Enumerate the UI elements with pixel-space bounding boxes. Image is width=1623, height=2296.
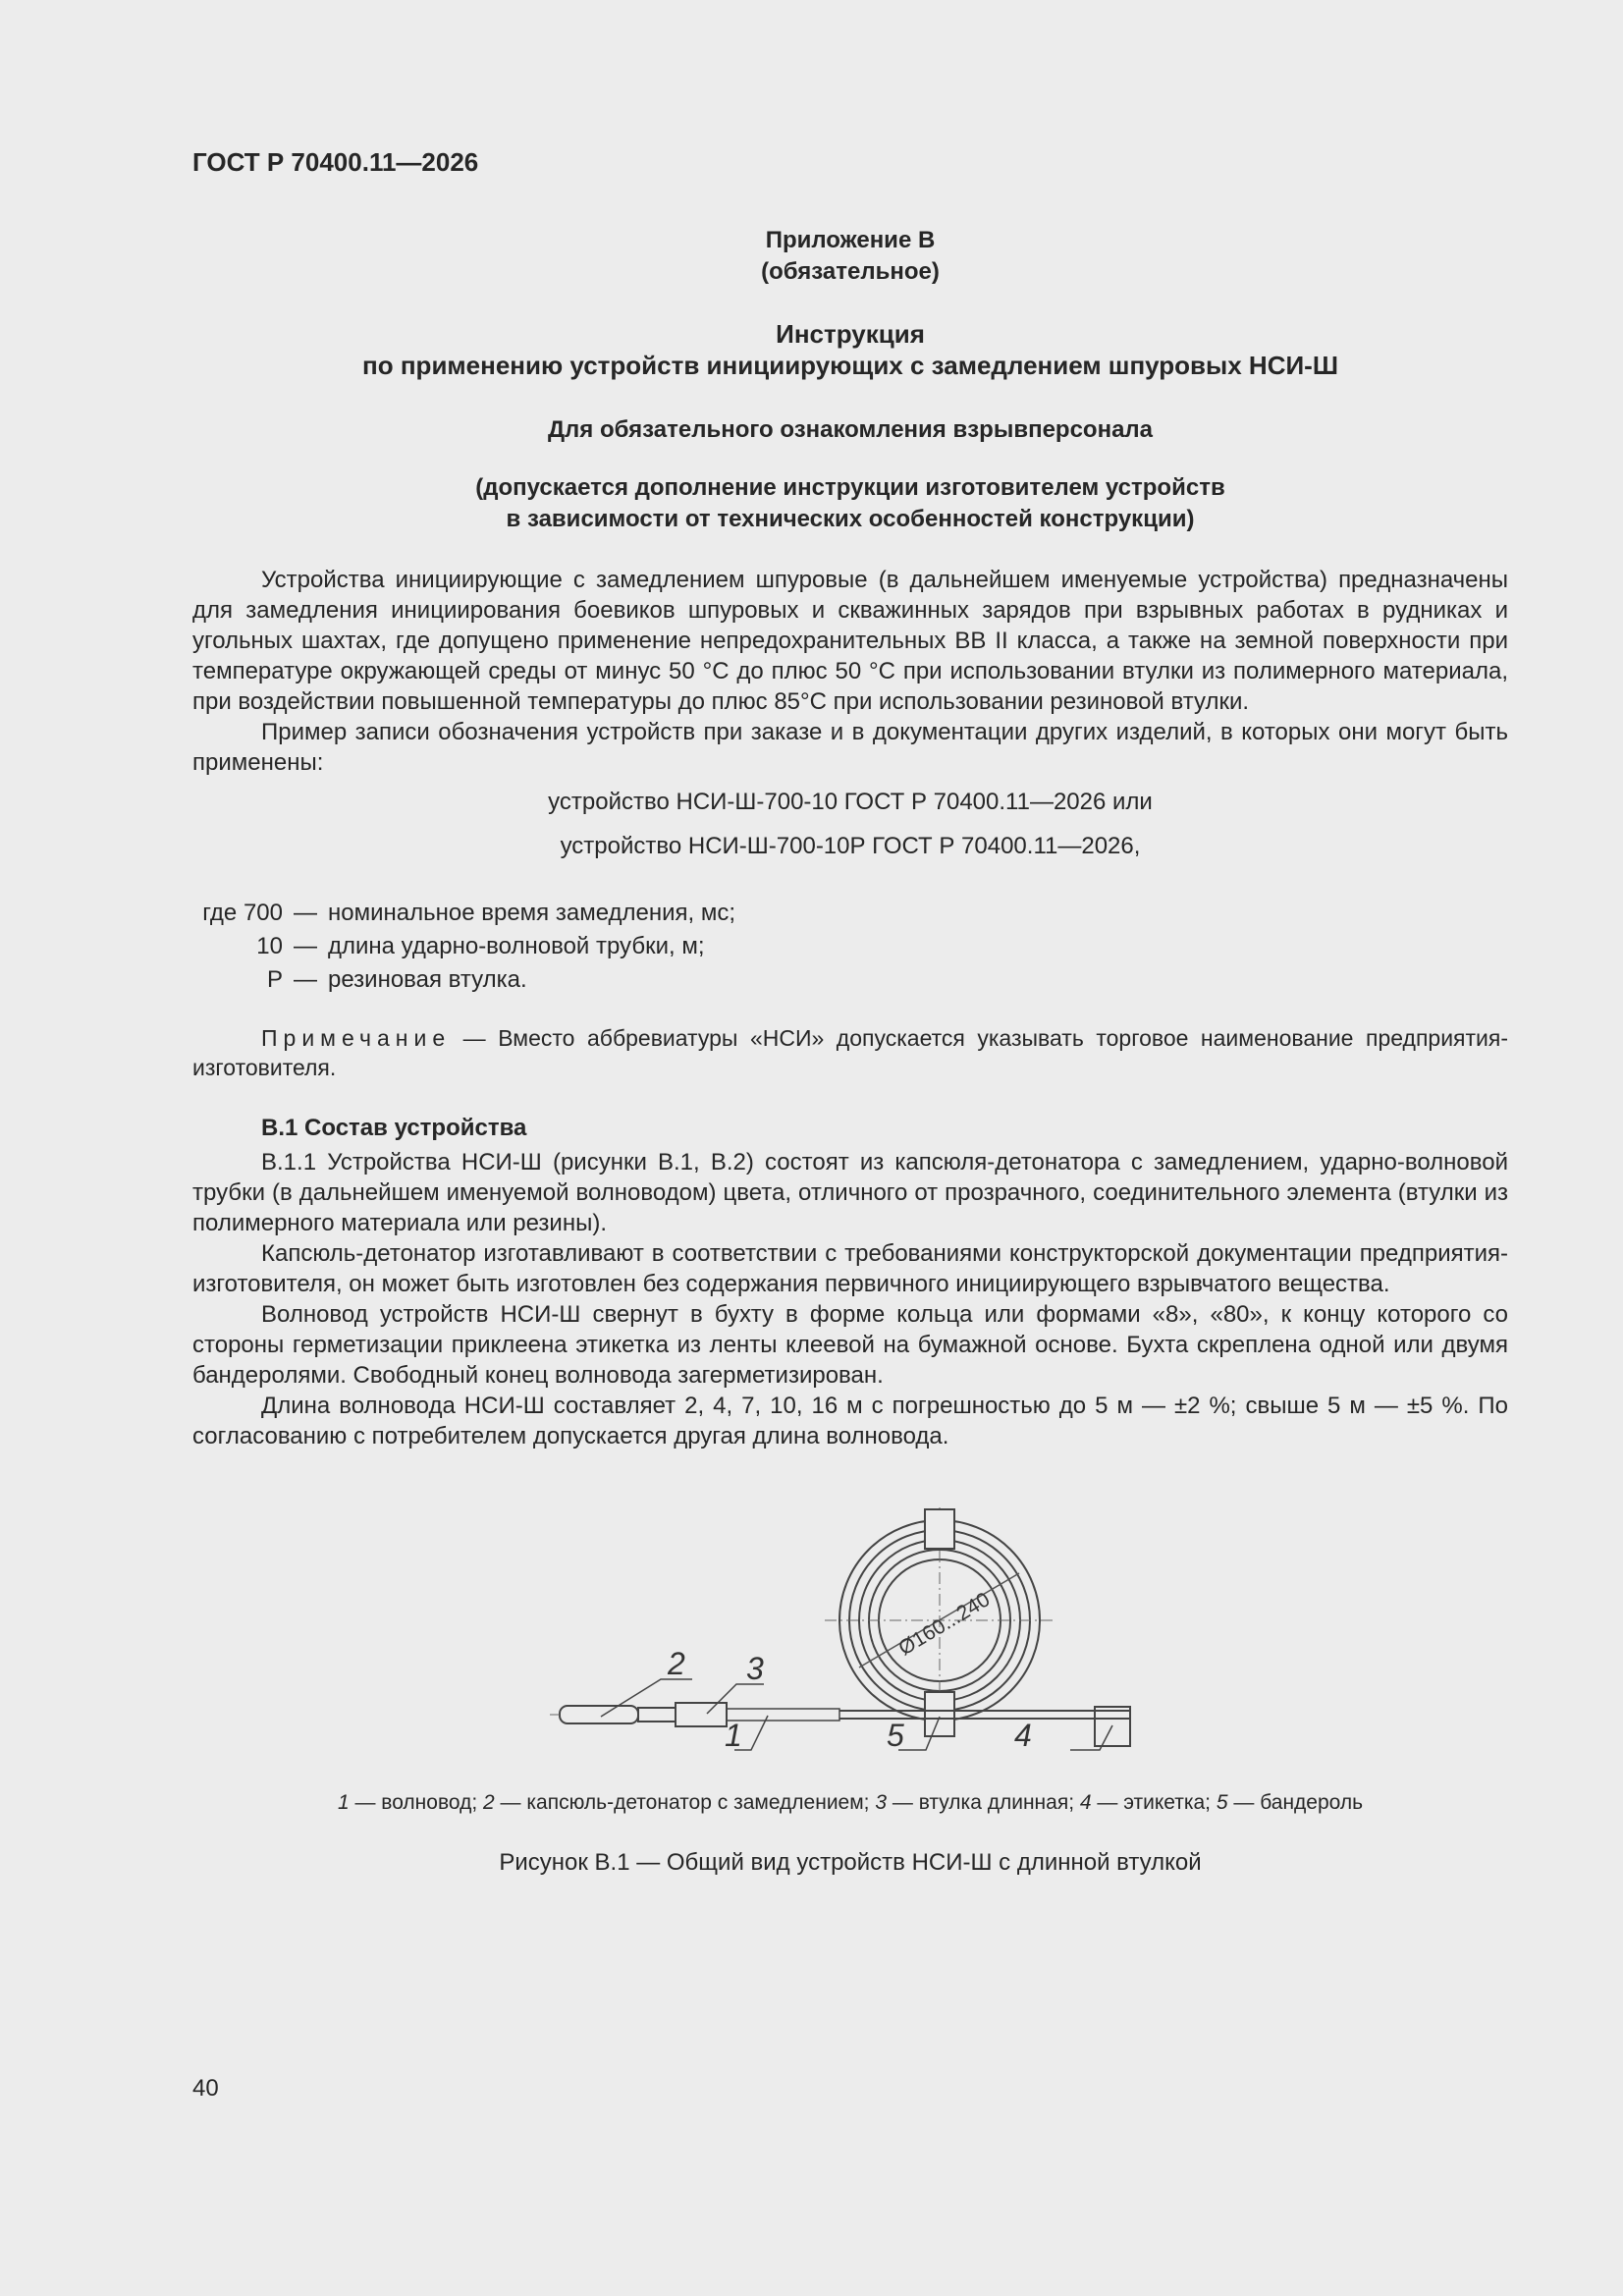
appendix-heading-line-1: Инструкция — [776, 319, 925, 349]
label-3: 3 — [746, 1651, 764, 1686]
section-title: В.1 Состав устройства — [261, 1115, 527, 1141]
legend-text: — этикетка; — [1091, 1791, 1217, 1814]
legend-num: 1 — [337, 1791, 350, 1814]
section-paragraph-1: В.1.1 Устройства НСИ-Ш (рисунки В.1, В.2) состоят из капсюля-детонатора с замедлением, ударно-волновой трубки (в дальнейшем именуемой волноводом) цвета, отличного от прозрачного, соединительного элемента (втулки из полимерного материала или резины). — [192, 1149, 1508, 1236]
where-dash: — — [294, 933, 317, 959]
crimp-zone — [638, 1708, 676, 1722]
where-text: длина ударно-волновой трубки, м; — [328, 933, 705, 959]
appendix-status: (обязательное) — [761, 258, 940, 285]
page-number: 40 — [192, 2075, 219, 2102]
where-item — [192, 963, 978, 997]
where-item — [192, 897, 978, 930]
wave-guide-start — [727, 1709, 839, 1721]
legend-num: 4 — [1079, 1791, 1092, 1814]
intro-paragraph-1: Устройства инициирующие с замедлением шпуровые (в дальнейшем именуемые устройства) предназначены для замедления инициирования боевиков шпуровых и скважинных зарядов при взрывных работах в рудниках и угольных шахтах, где допущено применение непредохранительных ВВ II класса, а также на земной поверхности при температуре окружающей среды от минус 50 °С до плюс 50 °С при использовании втулки из полимерного материала, при воздействии повышенной температуры до плюс 85°С при использовании резиновой втулки. — [192, 567, 1508, 715]
appendix-title: Приложение В — [765, 227, 936, 253]
where-text: резиновая втулка. — [328, 966, 527, 993]
where-key: где 700 — [202, 900, 283, 926]
section-paragraph-4: Длина волновода НСИ-Ш составляет 2, 4, 7, 10, 16 м с погрешностью до 5 м — ±2 %; свыше 5 м — ±5 %. По согласованию с потребителем допускается другая длина волновода. — [192, 1393, 1508, 1449]
legend-text: — капсюль-детонатор с замедлением; — [494, 1791, 876, 1814]
where-key: 10 — [256, 933, 283, 959]
label-1: 1 — [725, 1718, 742, 1753]
where-key: Р — [266, 966, 283, 993]
bandage — [925, 1692, 954, 1736]
designation-example-1: устройство НСИ-Ш-700-10 ГОСТ Р 70400.11—2026 или — [548, 789, 1153, 815]
top-band — [925, 1509, 954, 1549]
note — [192, 1023, 1508, 1082]
intro-text — [192, 565, 1508, 778]
where-dash: — — [294, 900, 317, 926]
where-list — [192, 897, 978, 997]
figure-legend — [192, 1791, 1508, 1815]
figure-title: Рисунок В.1 — Общий вид устройств НСИ-Ш с длинной втулкой — [499, 1849, 1202, 1876]
detonator-cap — [560, 1706, 638, 1723]
leader-lines — [601, 1679, 1112, 1750]
note-label: Примечание — [261, 1025, 452, 1051]
figure-device-drawing — [550, 1493, 1159, 1768]
where-dash: — — [294, 966, 317, 993]
document-code: ГОСТ Р 70400.11—2026 — [192, 147, 479, 177]
designation-example-2: устройство НСИ-Ш-700-10Р ГОСТ Р 70400.11—2026, — [560, 833, 1141, 859]
legend-num: 5 — [1216, 1791, 1228, 1814]
legend-text: — волновод; — [349, 1791, 484, 1814]
note-text: — Вместо аббревиатуры «НСИ» допускается указывать торговое наименование предприятия-изготовителя. — [192, 1025, 1508, 1080]
legend-num: 3 — [875, 1791, 888, 1814]
appendix-heading-line-2: по применению устройств инициирующих с замедлением шпуровых НСИ-Ш — [362, 351, 1338, 380]
legend-num: 2 — [483, 1791, 495, 1814]
section-b1 — [192, 1113, 1508, 1451]
dimension-label: Ø160...240 — [894, 1588, 995, 1661]
appendix-remark-line-2: в зависимости от технических особенностей конструкции) — [506, 506, 1195, 532]
where-text: номинальное время замедления, мс; — [328, 900, 736, 926]
section-paragraph-3: Волновод устройств НСИ-Ш свернут в бухту в форме кольца или формами «8», «80», к концу которого со стороны герметизации приклеена этикетка из ленты клеевой на бумажной основе. Бухта скреплена одной или двумя бандеролями. Свободный конец волновода загерметизирован. — [192, 1301, 1508, 1389]
legend-text: — втулка длинная; — [887, 1791, 1080, 1814]
long-sleeve — [676, 1703, 727, 1726]
where-item — [192, 930, 978, 963]
section-paragraph-2: Капсюль-детонатор изготавливают в соответствии с требованиями конструкторской документации предприятия-изготовителя, он может быть изготовлен без содержания первичного инициирующего взрывчатого вещества. — [192, 1240, 1508, 1297]
legend-text: — бандероль — [1227, 1791, 1364, 1814]
appendix-remark-line-1: (допускается дополнение инструкции изготовителем устройств — [475, 474, 1225, 501]
label-5: 5 — [887, 1718, 904, 1753]
appendix-subheading: Для обязательного ознакомления взрывперсонала — [547, 416, 1154, 443]
label-2: 2 — [668, 1646, 685, 1681]
label-4: 4 — [1014, 1718, 1032, 1753]
intro-paragraph-2: Пример записи обозначения устройств при заказе и в документации других изделий, в которых они могут быть применены: — [192, 719, 1508, 776]
